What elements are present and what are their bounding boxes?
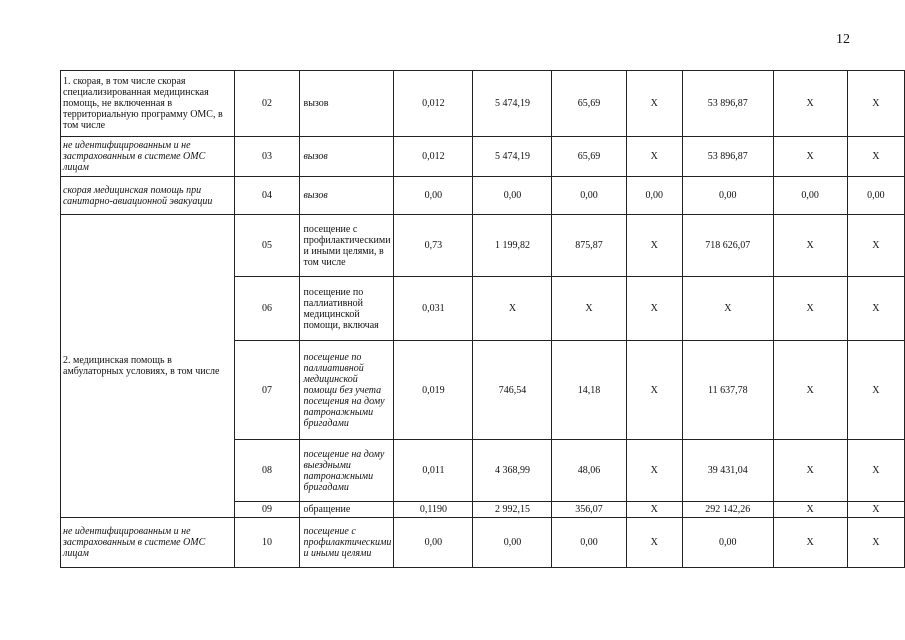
cell: Х xyxy=(847,341,904,440)
cell: Х xyxy=(773,137,847,177)
cell: Х xyxy=(626,277,682,341)
row-label: не идентифицированным и не застрахованным в системе ОМС лицам xyxy=(61,137,235,177)
row-code: 06 xyxy=(234,277,300,341)
row-code: 03 xyxy=(234,137,300,177)
cell: 0,73 xyxy=(394,215,473,277)
cell: 0,012 xyxy=(394,71,473,137)
cell: Х xyxy=(626,137,682,177)
cell: Х xyxy=(773,341,847,440)
cell: Х xyxy=(847,277,904,341)
row-label: скорая медицинская помощь при санитарно-авиационной эвакуации xyxy=(61,177,235,215)
row-unit: обращение xyxy=(300,502,394,518)
cell: Х xyxy=(773,518,847,568)
page-number: 12 xyxy=(836,32,850,47)
row-code: 05 xyxy=(234,215,300,277)
cell: 0,019 xyxy=(394,341,473,440)
row-unit: посещение с профилактическими и иными целями, в том числе xyxy=(300,215,394,277)
cell: 0,00 xyxy=(473,177,552,215)
row-code: 04 xyxy=(234,177,300,215)
row-unit: посещение по паллиативной медицинской помощи без учета посещения на дому патронажными бригадами xyxy=(300,341,394,440)
row-unit: посещение по паллиативной медицинской помощи, включая xyxy=(300,277,394,341)
cell: 0,1190 xyxy=(394,502,473,518)
row-unit: посещение с профилактическими и иными целями xyxy=(300,518,394,568)
cell: 0,00 xyxy=(473,518,552,568)
cell: Х xyxy=(847,440,904,502)
cell: 0,00 xyxy=(394,518,473,568)
cell: Х xyxy=(847,502,904,518)
cell: Х xyxy=(552,277,626,341)
row-code: 02 xyxy=(234,71,300,137)
cell: 0,031 xyxy=(394,277,473,341)
cell: Х xyxy=(847,215,904,277)
cell: 0,00 xyxy=(626,177,682,215)
table-row xyxy=(61,215,905,277)
cell: Х xyxy=(626,502,682,518)
cell: Х xyxy=(626,341,682,440)
cell: 0,00 xyxy=(682,177,773,215)
row-unit: вызов xyxy=(300,177,394,215)
data-table xyxy=(60,70,905,568)
cell: Х xyxy=(773,502,847,518)
cell: 356,07 xyxy=(552,502,626,518)
table-row xyxy=(61,518,905,568)
cell: Х xyxy=(773,277,847,341)
cell: 65,69 xyxy=(552,71,626,137)
row-unit: вызов xyxy=(300,71,394,137)
cell: 0,012 xyxy=(394,137,473,177)
cell: 0,011 xyxy=(394,440,473,502)
cell: Х xyxy=(626,440,682,502)
cell: 4 368,99 xyxy=(473,440,552,502)
row-code: 09 xyxy=(234,502,300,518)
cell: 5 474,19 xyxy=(473,71,552,137)
cell: Х xyxy=(773,440,847,502)
row-unit: вызов xyxy=(300,137,394,177)
cell: 0,00 xyxy=(682,518,773,568)
cell: 2 992,15 xyxy=(473,502,552,518)
cell: 746,54 xyxy=(473,341,552,440)
table-row xyxy=(61,71,905,137)
cell: 718 626,07 xyxy=(682,215,773,277)
table-row xyxy=(61,137,905,177)
row-label: 2. медицинская помощь в амбулаторных условиях, в том числе xyxy=(61,215,235,518)
row-unit: посещение на дому выездными патронажными бригадами xyxy=(300,440,394,502)
cell: Х xyxy=(847,137,904,177)
row-code: 10 xyxy=(234,518,300,568)
cell: 875,87 xyxy=(552,215,626,277)
row-code: 08 xyxy=(234,440,300,502)
table-row xyxy=(61,177,905,215)
cell: 53 896,87 xyxy=(682,71,773,137)
cell: 0,00 xyxy=(847,177,904,215)
row-code: 07 xyxy=(234,341,300,440)
cell: 292 142,26 xyxy=(682,502,773,518)
cell: 0,00 xyxy=(394,177,473,215)
cell: 5 474,19 xyxy=(473,137,552,177)
cell: Х xyxy=(847,518,904,568)
cell: Х xyxy=(847,71,904,137)
cell: 48,06 xyxy=(552,440,626,502)
cell: Х xyxy=(626,518,682,568)
cell: Х xyxy=(473,277,552,341)
cell: Х xyxy=(626,215,682,277)
cell: Х xyxy=(682,277,773,341)
cell: 65,69 xyxy=(552,137,626,177)
cell: 0,00 xyxy=(773,177,847,215)
cell: Х xyxy=(773,71,847,137)
row-label: 1. скорая, в том числе скорая специализированная медицинская помощь, не включенная в территориальную программу ОМС, в том числе xyxy=(61,71,235,137)
cell: 39 431,04 xyxy=(682,440,773,502)
cell: Х xyxy=(626,71,682,137)
row-label: не идентифицированным и не застрахованным в системе ОМС лицам xyxy=(61,518,235,568)
cell: 0,00 xyxy=(552,518,626,568)
cell: 1 199,82 xyxy=(473,215,552,277)
cell: 14,18 xyxy=(552,341,626,440)
cell: 11 637,78 xyxy=(682,341,773,440)
cell: 0,00 xyxy=(552,177,626,215)
cell: Х xyxy=(773,215,847,277)
cell: 53 896,87 xyxy=(682,137,773,177)
